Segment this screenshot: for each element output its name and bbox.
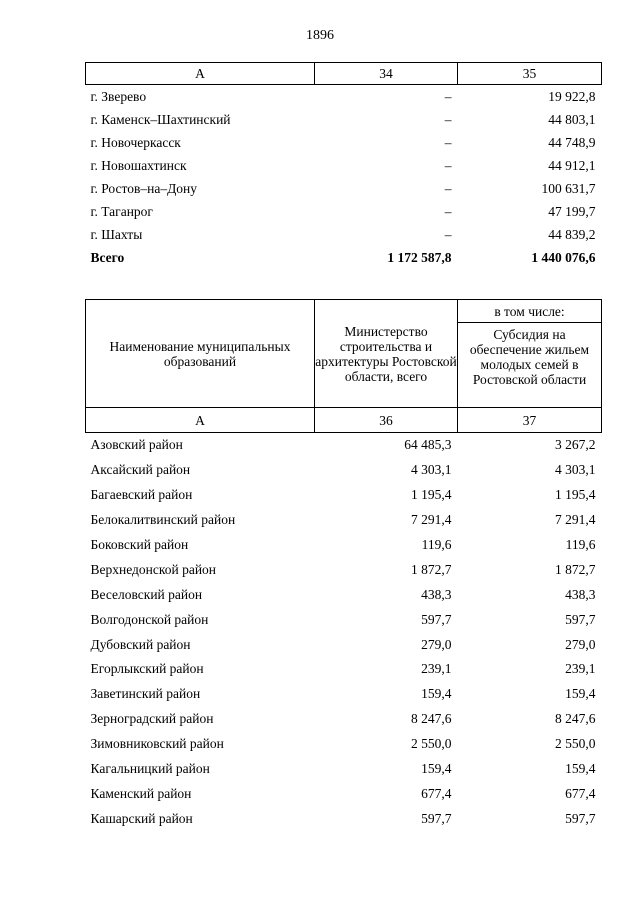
value-col37: 1 195,4 <box>555 487 596 503</box>
value-col35: 44 912,1 <box>548 157 596 173</box>
city-name: г. Ростов–на–Дону <box>90 180 198 196</box>
district-name: Верхнедонской район <box>90 561 217 577</box>
district-name: Зимовниковский район <box>90 736 224 752</box>
value-col34: – <box>444 180 452 196</box>
total-col35: 1 440 076,6 <box>531 249 596 265</box>
table-header-row <box>86 63 602 85</box>
district-name: Азовский район <box>90 437 183 453</box>
value-col37: 159,4 <box>565 761 596 777</box>
district-name: Волгодонской район <box>90 611 209 627</box>
table-row <box>86 657 602 682</box>
value-col36: 64 485,3 <box>404 437 452 453</box>
value-col35: 44 748,9 <box>548 134 596 150</box>
value-col36: 438,3 <box>421 586 452 602</box>
column-header-ministry: Министерство строительства и архитектуры Ростовской области, всего <box>315 300 458 408</box>
value-col37: 2 550,0 <box>555 736 596 752</box>
district-name: Боковский район <box>90 537 189 552</box>
value-col36: 597,7 <box>421 810 452 826</box>
district-name: Заветинский район <box>90 686 201 702</box>
value-col36: 677,4 <box>421 785 452 801</box>
value-col37: 159,4 <box>565 686 596 702</box>
table-row <box>86 607 602 632</box>
total-row <box>86 246 602 269</box>
column-header-a: А <box>86 63 315 85</box>
value-col34: – <box>444 111 452 127</box>
value-col36: 597,7 <box>421 611 452 627</box>
value-col36: 1 872,7 <box>411 561 452 577</box>
value-col36: 4 303,1 <box>411 462 452 478</box>
table-row <box>86 632 602 657</box>
value-col34: – <box>444 157 452 173</box>
district-name: Кагальницкий район <box>90 761 210 777</box>
value-col34: – <box>444 226 452 242</box>
value-col37: 1 872,7 <box>555 561 596 577</box>
value-col36: 8 247,6 <box>411 711 452 727</box>
value-col37: 597,7 <box>565 810 596 826</box>
district-name: Дубовский район <box>90 636 191 652</box>
table-row <box>86 682 602 707</box>
district-name: Веселовский район <box>90 586 203 602</box>
column-letter-37: 37 <box>458 408 602 433</box>
table-row <box>86 732 602 757</box>
value-col37: 677,4 <box>565 785 596 801</box>
value-col37: 7 291,4 <box>555 512 596 528</box>
district-name: Кашарский район <box>90 810 193 826</box>
table-row <box>86 557 602 582</box>
value-col37: 119,6 <box>565 537 596 552</box>
district-name: Белокалитвинский район <box>90 512 236 528</box>
table-row <box>86 806 602 831</box>
district-name: Зерноградский район <box>90 711 214 727</box>
value-col37: 3 267,2 <box>555 437 596 453</box>
city-name: г. Таганрог <box>90 203 153 219</box>
table-row <box>86 131 602 154</box>
table-row <box>86 177 602 200</box>
table-row <box>86 85 602 109</box>
table-row <box>86 458 602 483</box>
table-row <box>86 533 602 558</box>
value-col36: 2 550,0 <box>411 736 452 752</box>
column-header-municipality: Наименование муниципальных образований <box>86 300 315 408</box>
district-name: Аксайский район <box>90 462 191 478</box>
value-col35: 19 922,8 <box>548 88 596 104</box>
value-col37: 597,7 <box>565 611 596 627</box>
table-row <box>86 483 602 508</box>
value-col36: 1 195,4 <box>411 487 452 503</box>
column-header-35: 35 <box>458 63 602 85</box>
table-row <box>86 433 602 458</box>
value-col36: 159,4 <box>421 686 452 702</box>
column-letter-36: 36 <box>315 408 458 433</box>
table-row <box>86 223 602 246</box>
value-col37: 279,0 <box>565 636 596 652</box>
city-name: г. Новошахтинск <box>90 157 187 173</box>
district-name: Егорлыкский район <box>90 661 204 677</box>
district-name: Каменский район <box>90 785 192 801</box>
table-row <box>86 200 602 223</box>
total-col34: 1 172 587,8 <box>387 249 452 265</box>
value-col37: 438,3 <box>565 586 596 602</box>
value-col36: 7 291,4 <box>411 512 452 528</box>
table-row <box>86 508 602 533</box>
value-col36: 279,0 <box>421 636 452 652</box>
table-row <box>86 108 602 131</box>
value-col34: – <box>444 134 452 150</box>
value-col36: 239,1 <box>421 661 452 677</box>
column-header-34: 34 <box>315 63 458 85</box>
district-name: Багаевский район <box>90 487 193 503</box>
table-row <box>86 582 602 607</box>
table-row <box>86 757 602 782</box>
value-col36: 119,6 <box>421 537 452 552</box>
value-col37: 8 247,6 <box>555 711 596 727</box>
table-row <box>86 154 602 177</box>
city-name: г. Шахты <box>90 226 143 242</box>
city-name: г. Зверево <box>90 88 147 104</box>
value-col35: 47 199,7 <box>548 203 596 219</box>
column-header-including: в том числе: <box>458 300 602 323</box>
table-row <box>86 707 602 732</box>
subsidy-header-text: Субсидия на обеспечение жильем молодых семей в Ростовской области <box>469 327 590 387</box>
table-districts <box>85 299 602 831</box>
value-col34: – <box>444 88 452 104</box>
value-col37: 4 303,1 <box>555 462 596 478</box>
value-col36: 159,4 <box>421 761 452 777</box>
value-col35: 100 631,7 <box>541 180 596 196</box>
column-header-subsidy <box>458 323 602 408</box>
page-number: 1896 <box>306 28 334 43</box>
column-letter-a: А <box>86 408 315 433</box>
value-col37: 239,1 <box>565 661 596 677</box>
table-cities <box>85 62 602 269</box>
total-label: Всего <box>90 249 125 265</box>
value-col35: 44 839,2 <box>548 226 596 242</box>
value-col35: 44 803,1 <box>548 111 596 127</box>
table-row <box>86 781 602 806</box>
value-col34: – <box>444 203 452 219</box>
city-name: г. Каменск–Шахтинский <box>90 111 231 127</box>
city-name: г. Новочеркасск <box>90 134 181 150</box>
